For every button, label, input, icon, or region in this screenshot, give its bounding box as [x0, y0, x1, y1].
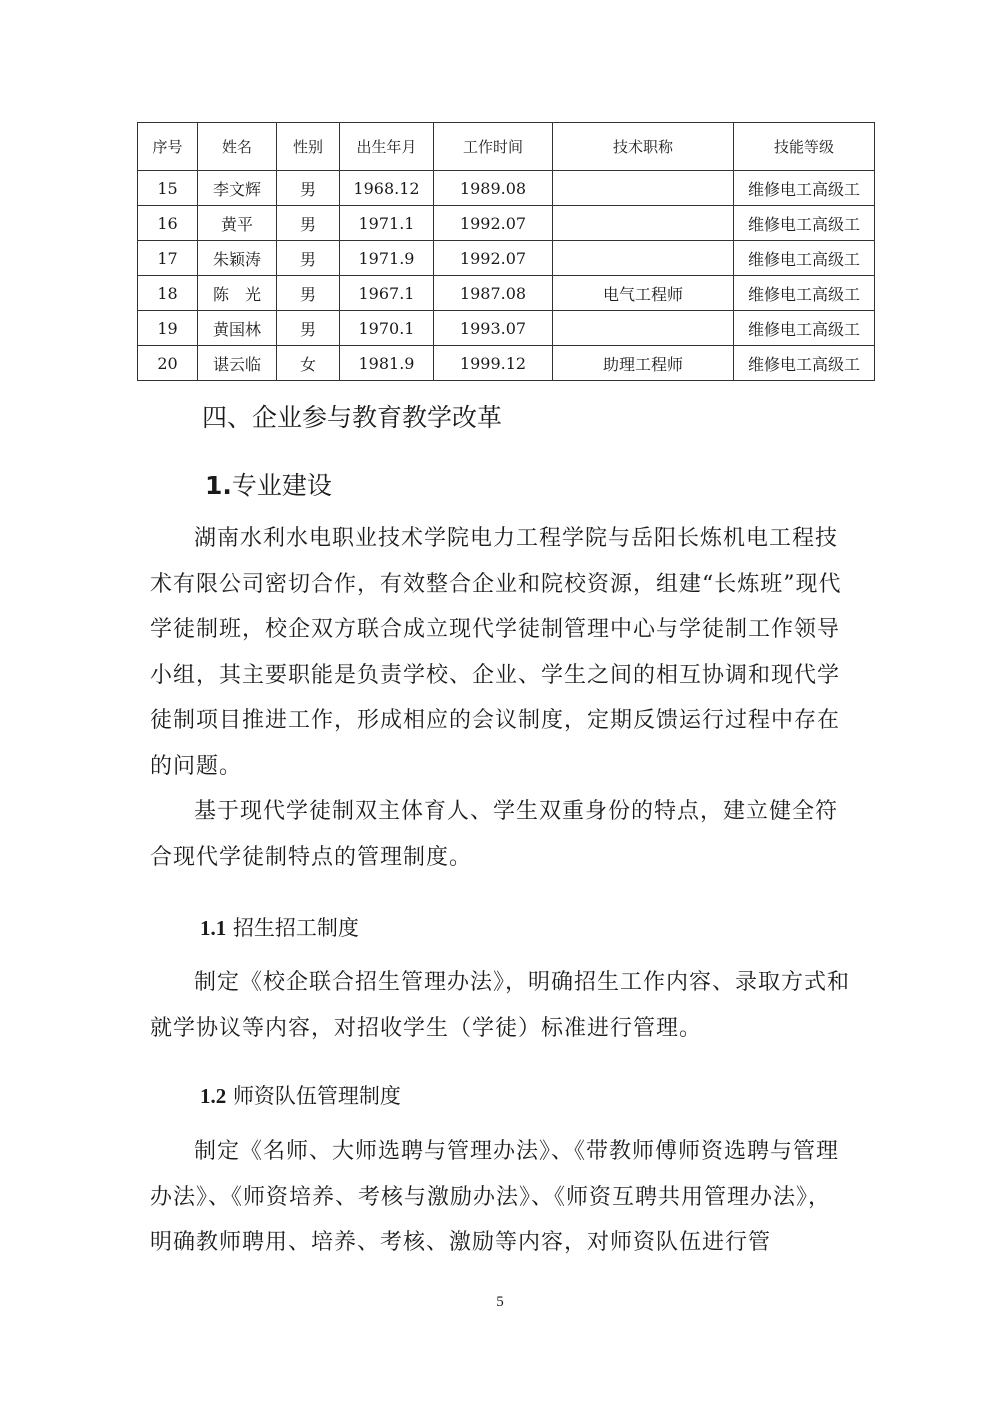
minor-heading-number: 1.2: [200, 1084, 227, 1108]
page-number: 5: [496, 1294, 504, 1310]
table-header-row: [138, 123, 875, 171]
cell-name: 黄平: [198, 206, 277, 241]
cell-gender: 男: [277, 311, 340, 346]
table-row: [138, 241, 875, 276]
minor-heading-number: 1.1: [200, 916, 227, 940]
paragraph-faculty: 制定《名师、大师选聘与管理办法》、《带教师傅师资选聘与管理办法》、《师资培养、考核与激励办法》、《师资互聘共用管理办法》，明确教师聘用、培养、考核、激励等内容，对师资队伍进行管: [150, 1139, 840, 1255]
header-work-start: 工作时间: [434, 123, 553, 171]
cell-skill-level: 维修电工高级工: [734, 241, 875, 276]
cell-birth: 1968.12: [340, 171, 434, 206]
cell-gender: 男: [277, 206, 340, 241]
cell-title: [553, 311, 734, 346]
header-title: 技术职称: [553, 123, 734, 171]
cell-name: 谌云临: [198, 346, 277, 381]
cell-gender: 女: [277, 346, 340, 381]
cell-name: 陈 光: [198, 276, 277, 311]
cell-work-start: 1987.08: [434, 276, 553, 311]
cell-index: 20: [138, 346, 198, 381]
cell-skill-level: 维修电工高级工: [734, 206, 875, 241]
cell-name: 黄国林: [198, 311, 277, 346]
sub-heading-text: 专业建设: [231, 471, 332, 500]
cell-birth: 1981.9: [340, 346, 434, 381]
staff-table: [137, 122, 875, 381]
table-row: [138, 311, 875, 346]
minor-heading-faculty: [200, 1080, 401, 1110]
cell-gender: 男: [277, 276, 340, 311]
table-row: [138, 276, 875, 311]
minor-heading-text: 招生招工制度: [232, 916, 359, 940]
sub-heading: [205, 466, 332, 502]
cell-skill-level: 维修电工高级工: [734, 171, 875, 206]
cell-birth: 1967.1: [340, 276, 434, 311]
cell-skill-level: 维修电工高级工: [734, 276, 875, 311]
cell-work-start: 1993.07: [434, 311, 553, 346]
header-skill-level: 技能等级: [734, 123, 875, 171]
cell-work-start: 1999.12: [434, 346, 553, 381]
cell-title: [553, 206, 734, 241]
paragraph-management-system: 基于现代学徒制双主体育人、学生双重身份的特点，建立健全符合现代学徒制特点的管理制度。: [150, 799, 839, 870]
cell-work-start: 1992.07: [434, 241, 553, 276]
header-birth: 出生年月: [340, 123, 434, 171]
cell-name: 朱颖涛: [198, 241, 277, 276]
cell-gender: 男: [277, 241, 340, 276]
section-heading: 四、企业参与教育教学改革: [202, 403, 503, 432]
cell-index: 17: [138, 241, 198, 276]
header-gender: 性别: [277, 123, 340, 171]
cell-work-start: 1992.07: [434, 206, 553, 241]
cell-index: 18: [138, 276, 198, 311]
minor-heading-enrollment: [200, 912, 359, 942]
cell-work-start: 1989.08: [434, 171, 553, 206]
paragraph-enrollment: 制定《校企联合招生管理办法》，明确招生工作内容、录取方式和就学协议等内容，对招收学生（学徒）标准进行管理。: [150, 970, 851, 1041]
cell-birth: 1971.1: [340, 206, 434, 241]
cell-skill-level: 维修电工高级工: [734, 311, 875, 346]
table-row: [138, 171, 875, 206]
header-index: 序号: [138, 123, 198, 171]
cell-title: [553, 171, 734, 206]
cell-birth: 1970.1: [340, 311, 434, 346]
cell-index: 15: [138, 171, 198, 206]
table-row: [138, 346, 875, 381]
cell-title: [553, 241, 734, 276]
cell-title: 电气工程师: [553, 276, 734, 311]
cell-index: 19: [138, 311, 198, 346]
cell-name: 李文辉: [198, 171, 277, 206]
cell-birth: 1971.9: [340, 241, 434, 276]
table-row: [138, 206, 875, 241]
cell-gender: 男: [277, 171, 340, 206]
minor-heading-text: 师资队伍管理制度: [232, 1084, 401, 1108]
header-name: 姓名: [198, 123, 277, 171]
cell-index: 16: [138, 206, 198, 241]
sub-heading-number: 1.: [205, 471, 232, 500]
cell-skill-level: 维修电工高级工: [734, 346, 875, 381]
paragraph-program-intro: 湖南水利水电职业技术学院电力工程学院与岳阳长炼机电工程技术有限公司密切合作，有效整合企业和院校资源，组建“长炼班”现代学徒制班，校企双方联合成立现代学徒制管理中心与学徒制工作领导小组，其主要职能是负责学校、企业、学生之间的相互协调和现代学徒制项目推进工作，形成相应的会议制度，定期反馈运行过程中存在的问题。: [150, 526, 842, 779]
cell-title: 助理工程师: [553, 346, 734, 381]
